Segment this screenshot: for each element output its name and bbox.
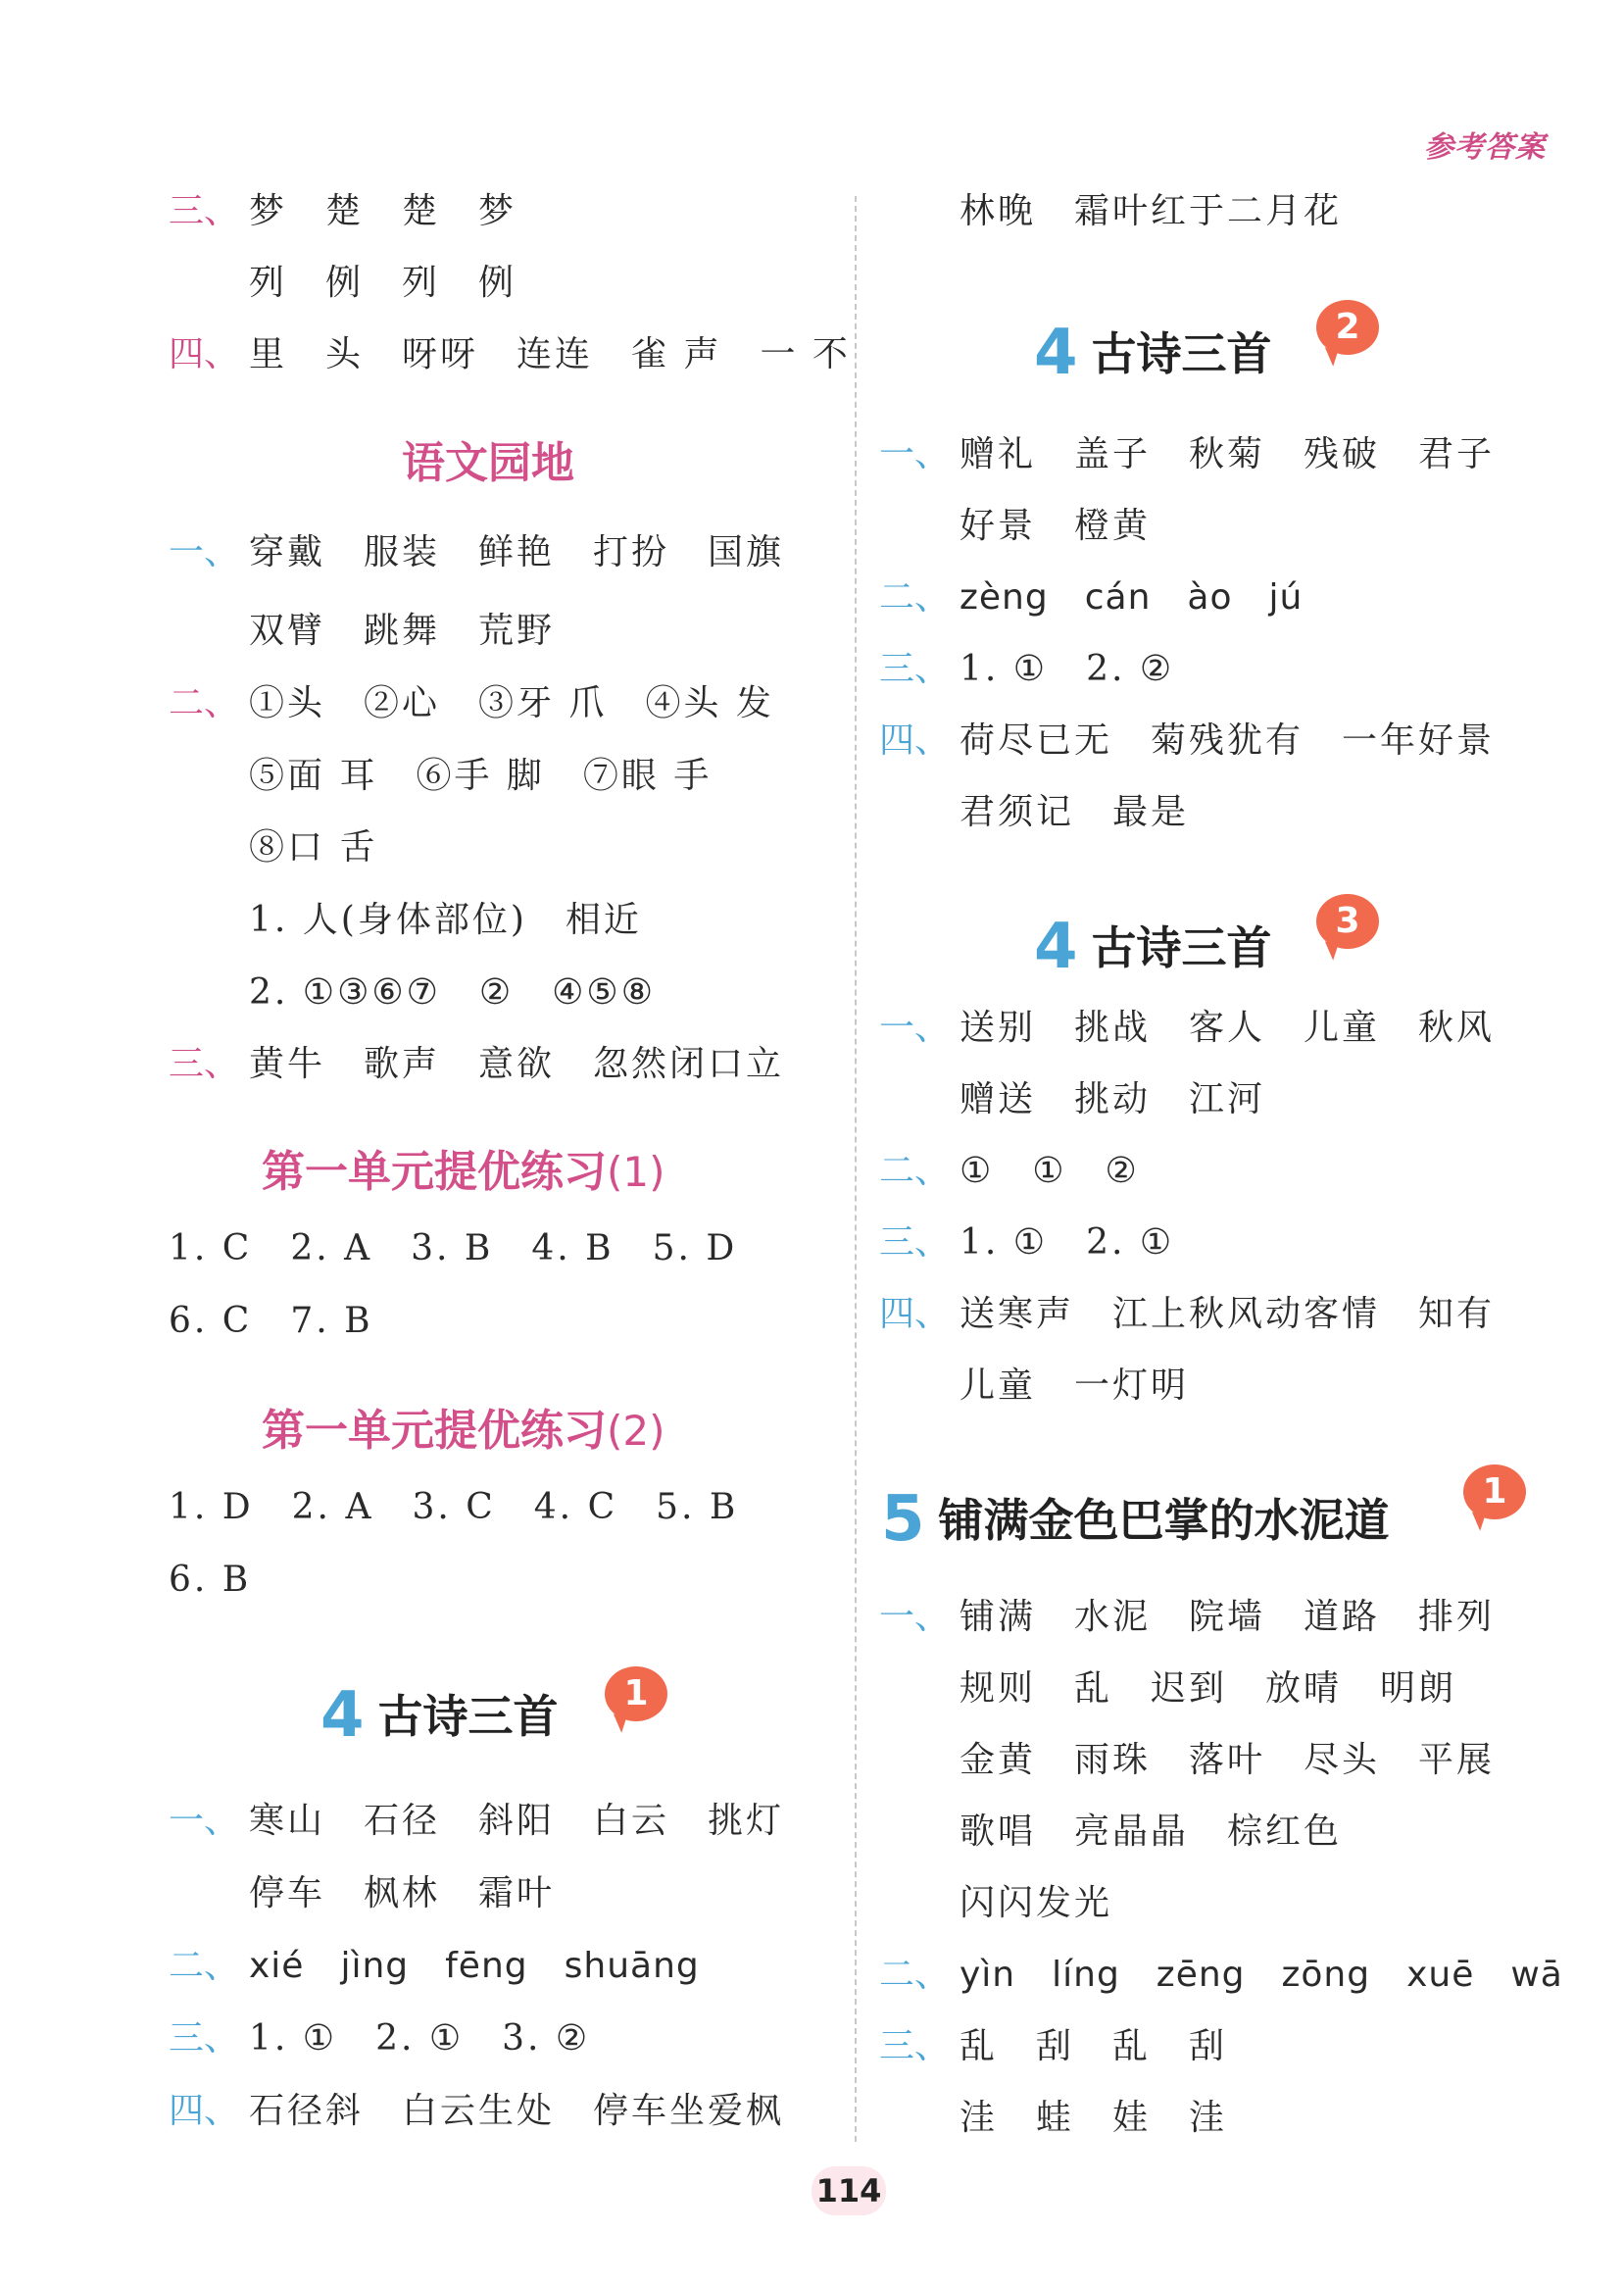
- lesson-badge: 1: [1463, 1464, 1526, 1519]
- answer-line: 列 例 列 例: [249, 263, 517, 303]
- lesson-title-cement-road: 5 铺满金色巴掌的水泥道: [881, 1483, 1390, 1556]
- marker-one: 一、: [879, 434, 951, 474]
- lesson-title-gushi-1: 4 古诗三首: [320, 1679, 559, 1752]
- answer-line: 停车 枫林 霜叶: [249, 1873, 556, 1913]
- answer-line: ⑤面 耳 ⑥手 脚 ⑦眼 手: [249, 756, 713, 796]
- marker-three: 三、: [879, 2026, 951, 2066]
- lesson-title-gushi-2: 4 古诗三首: [1034, 317, 1272, 389]
- answer-key-tag: 参考答案: [1424, 130, 1546, 165]
- answer-line: 洼 蛙 娃 洼: [960, 2098, 1228, 2138]
- answer-line: 三、 乱 刮 乱 刮: [879, 2023, 1227, 2070]
- lesson-badge: 3: [1316, 894, 1379, 949]
- marker-two: 二、: [169, 683, 240, 723]
- answer-line: 6. C 7. B: [169, 1301, 373, 1341]
- answer-line: 1. D 2. A 3. C 4. C 5. B: [169, 1487, 739, 1527]
- marker-three: 三、: [879, 1222, 951, 1263]
- marker-two: 二、: [169, 1946, 240, 1986]
- section-title-unit1-practice-2: 第一单元提优练习(2): [262, 1406, 665, 1456]
- answer-line: 三、 梦 楚 楚 梦: [169, 188, 517, 235]
- answer-line: 君须记 最是: [960, 792, 1190, 832]
- answer-line: 二、 ① ① ②: [879, 1148, 1140, 1195]
- marker-four: 四、: [169, 334, 240, 374]
- section-title-yuwen-garden: 语文园地: [402, 438, 574, 488]
- marker-four: 四、: [879, 720, 951, 761]
- answer-line: 好景 橙黄: [960, 506, 1152, 546]
- answer-line: 歌唱 亮晶晶 棕红色: [960, 1812, 1343, 1852]
- answer-line: 1. C 2. A 3. B 4. B 5. D: [169, 1228, 738, 1268]
- answer-line: 金黄 雨珠 落叶 尽头 平展: [960, 1740, 1496, 1780]
- answer-line: 双臂 跳舞 荒野: [249, 611, 556, 651]
- answer-line: 三、 1. ① 2. ①: [879, 1219, 1174, 1266]
- answer-line: 一、 送别 挑战 客人 儿童 秋风: [879, 1005, 1495, 1052]
- answer-line: 三、 1. ① 2. ① 3. ②: [169, 2015, 590, 2062]
- answer-line: ⑧口 舌: [249, 827, 378, 868]
- answer-line: 四、 荷尽已无 菊残犹有 一年好景: [879, 718, 1495, 765]
- section-title-unit1-practice-1: 第一单元提优练习(1): [262, 1147, 665, 1197]
- answer-line: 2. ①③⑥⑦ ② ④⑤⑧: [249, 972, 656, 1013]
- marker-three: 三、: [169, 191, 240, 231]
- answer-line: 一、 赠礼 盖子 秋菊 残破 君子: [879, 431, 1495, 478]
- marker-two: 二、: [879, 1955, 951, 1995]
- lesson-badge: 2: [1316, 300, 1379, 355]
- answer-line: 二、 xié jìng fēng shuāng: [169, 1943, 700, 1990]
- marker-four: 四、: [879, 1294, 951, 1334]
- answer-line: 四、 里 头 呀呀 连连 雀 声 一 不: [169, 331, 851, 378]
- answer-line: 二、 ①头 ②心 ③牙 爪 ④头 发: [169, 680, 774, 727]
- answer-line: 林晚 霜叶红于二月花: [960, 191, 1343, 231]
- marker-four: 四、: [169, 2091, 240, 2131]
- answer-line: 赠送 挑动 江河: [960, 1079, 1266, 1119]
- answer-line: 三、 黄牛 歌声 意欲 忽然闭口立: [169, 1041, 784, 1088]
- answer-line: 四、 送寒声 江上秋风动客情 知有: [879, 1291, 1495, 1338]
- marker-one: 一、: [169, 1801, 240, 1841]
- marker-two: 二、: [879, 1151, 951, 1191]
- answer-line: 一、 铺满 水泥 院墙 道路 排列: [879, 1594, 1495, 1641]
- answer-line: 四、 石径斜 白云生处 停车坐爱枫: [169, 2088, 784, 2135]
- answer-line: 规则 乱 迟到 放晴 明朗: [960, 1668, 1457, 1709]
- marker-three: 三、: [169, 1044, 240, 1084]
- marker-three: 三、: [169, 2018, 240, 2059]
- answer-line: 一、 寒山 石径 斜阳 白云 挑灯: [169, 1798, 784, 1845]
- column-divider: [855, 196, 857, 2142]
- answer-line: 1. 人(身体部位) 相近: [249, 900, 642, 940]
- answer-line: 一、 穿戴 服装 鲜艳 打扮 国旗: [169, 529, 784, 576]
- answer-line: 儿童 一灯明: [960, 1365, 1190, 1406]
- lesson-badge: 1: [605, 1666, 667, 1721]
- marker-two: 二、: [879, 577, 951, 618]
- lesson-title-gushi-3: 4 古诗三首: [1034, 911, 1272, 983]
- marker-one: 一、: [879, 1008, 951, 1048]
- answer-line: 6. B: [169, 1560, 252, 1600]
- marker-one: 一、: [879, 1597, 951, 1637]
- marker-one: 一、: [169, 532, 240, 572]
- marker-three: 三、: [879, 649, 951, 689]
- answer-line: 二、 yìn líng zēng zōng xuē wā: [879, 1952, 1563, 1999]
- answer-line: 三、 1. ① 2. ②: [879, 646, 1174, 693]
- answer-line: 二、 zèng cán ào jú: [879, 574, 1303, 621]
- page-number: 114: [812, 2166, 886, 2215]
- answer-line: 闪闪发光: [960, 1883, 1113, 1923]
